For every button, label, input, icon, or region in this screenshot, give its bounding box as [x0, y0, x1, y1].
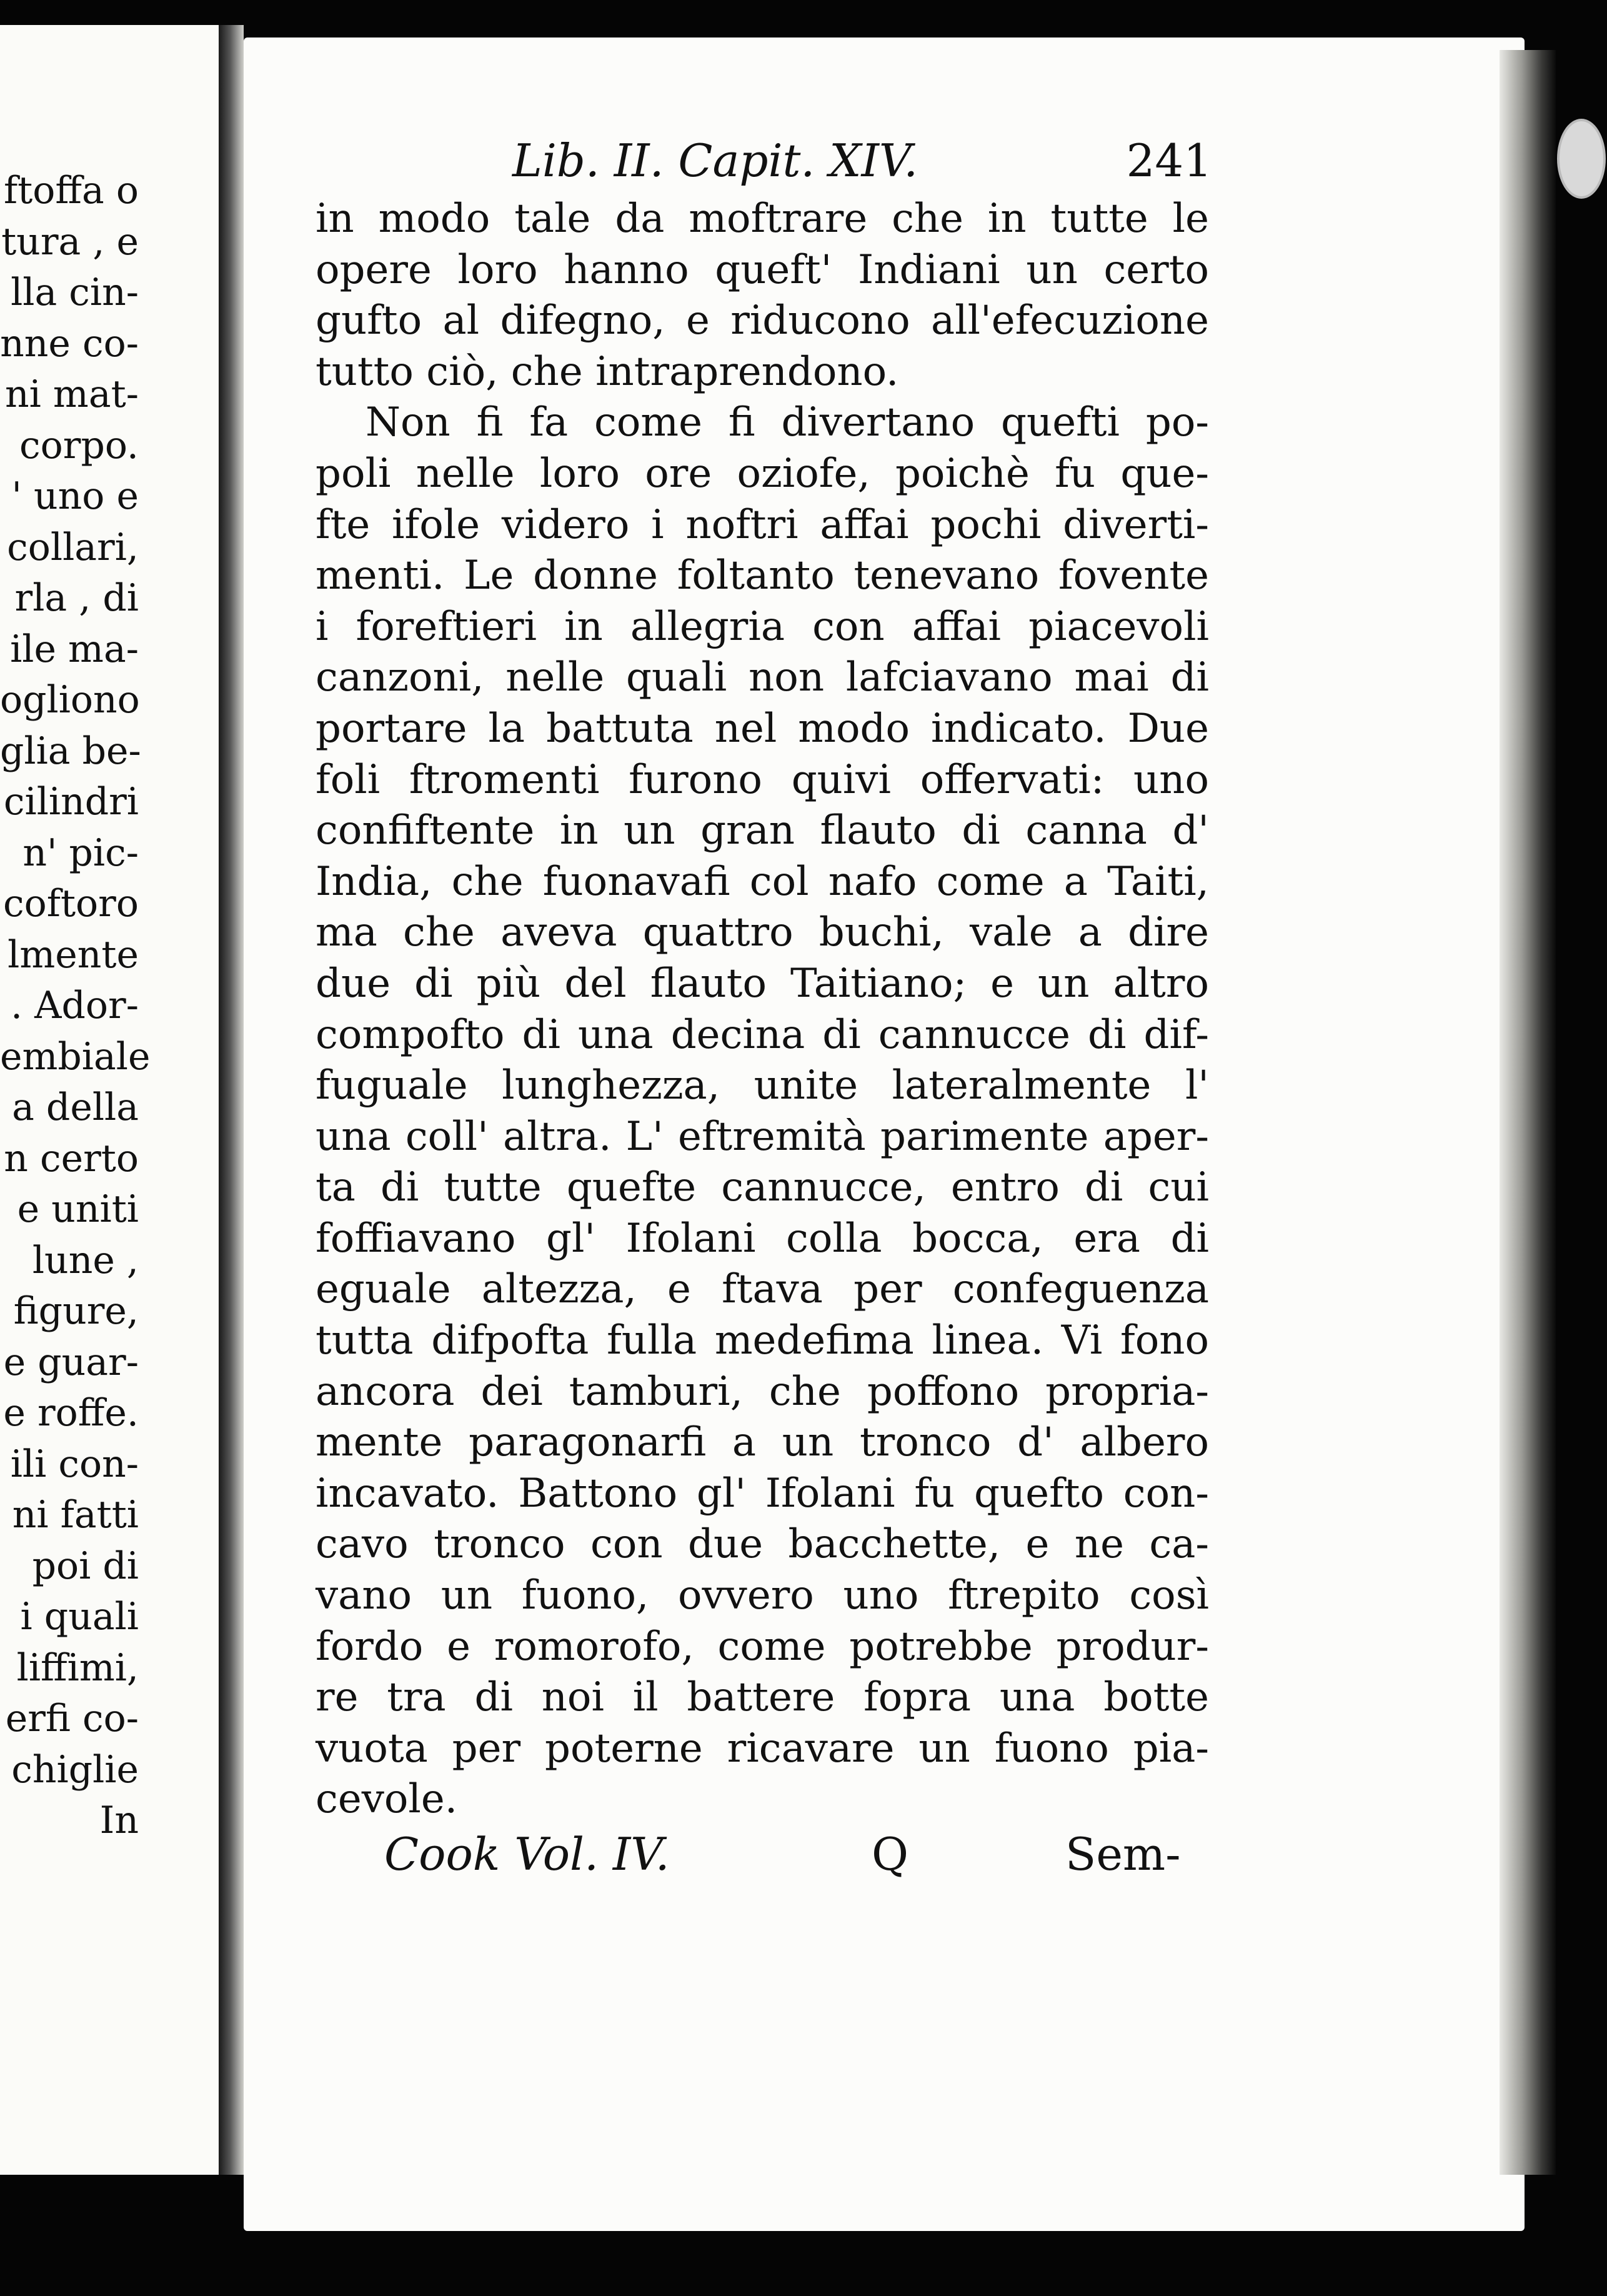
left-line: ftoffa o — [3, 169, 139, 212]
running-header — [512, 134, 1212, 187]
left-line: ile ma- — [10, 627, 139, 671]
left-line: e guar- — [3, 1340, 139, 1384]
text-line: tutta difpofta fulla medefima linea. Vi fono — [316, 1317, 1209, 1364]
text-line: fte ifole videro i noftri affai pochi diverti- — [316, 501, 1209, 548]
body-text — [316, 194, 1209, 1825]
left-line: nne co- — [0, 321, 139, 366]
left-page-text — [0, 166, 219, 1847]
left-line: figure, — [13, 1289, 139, 1333]
book-gutter — [219, 25, 244, 2175]
left-page — [0, 25, 221, 2175]
page-edge — [1500, 50, 1556, 2175]
page-footer — [384, 1828, 1181, 1880]
left-line: corpo. — [19, 423, 139, 467]
signature-mark: Q — [872, 1828, 909, 1880]
text-line: re tra di noi il battere fopra una botte — [316, 1674, 1209, 1721]
left-line: i quali — [20, 1595, 139, 1639]
text-line: confiftente in un gran flauto di canna d' — [316, 807, 1209, 854]
text-line: ancora dei tamburi, che poffono propria- — [316, 1368, 1209, 1415]
text-line: fordo e romorofo, come potrebbe produr- — [316, 1623, 1209, 1670]
left-line: rla , di — [14, 576, 139, 620]
left-line: . Ador- — [11, 984, 139, 1027]
text-line: due di più del flauto Taitiano; e un altro — [316, 960, 1209, 1007]
text-line: Non fi fa come fi divertano quefti po- — [366, 399, 1209, 446]
text-line: poli nelle loro ore oziofe, poichè fu que- — [316, 450, 1209, 497]
text-line: una coll' altra. L' eftremità parimente aper- — [316, 1113, 1209, 1160]
paper-stain — [1557, 119, 1606, 199]
left-line: ogliono — [0, 678, 140, 722]
running-title: Lib. II. Capit. XIV. — [512, 134, 918, 187]
left-line: e uniti — [17, 1187, 139, 1231]
left-line: ni fatti — [12, 1493, 139, 1537]
text-line: foffiavano gl' Ifolani colla bocca, era di — [316, 1215, 1209, 1262]
left-line: ili con- — [10, 1442, 139, 1486]
left-line: e roffe. — [3, 1391, 139, 1435]
catchword: Sem- — [1065, 1828, 1181, 1880]
left-line: a della — [12, 1086, 139, 1129]
text-line: tutto ciò, che intraprendono. — [316, 348, 899, 395]
text-line: i foreftieri in allegria con affai piacevoli — [316, 603, 1209, 650]
text-line: vano un fuono, ovvero uno ftrepito così — [316, 1572, 1209, 1619]
left-line: n' pic- — [22, 831, 139, 875]
text-line: incavato. Battono gl' Ifolani fu quefto con- — [316, 1470, 1209, 1517]
left-line: embiale — [0, 1034, 151, 1079]
left-line: liffimi, — [16, 1645, 139, 1690]
left-line: glia be- — [0, 729, 141, 773]
text-line: mente paragonarfi a un tronco d' albero — [316, 1419, 1209, 1466]
text-line: cavo tronco con due bacchette, e ne ca- — [316, 1521, 1209, 1568]
text-line: India, che fuonavafi col nafo come a Taiti, — [316, 858, 1209, 905]
text-line: cevole. — [316, 1776, 458, 1823]
left-line: lune , — [32, 1238, 139, 1282]
page-number: 241 — [1126, 134, 1212, 187]
left-line: chiglie — [11, 1747, 139, 1792]
text-line: portare la battuta nel modo indicato. Due — [316, 705, 1209, 752]
text-line: fuguale lunghezza, unite lateralmente l' — [316, 1062, 1209, 1109]
text-line: canzoni, nelle quali non lafciavano mai di — [316, 654, 1209, 701]
text-line: in modo tale da moftrare che in tutte le — [316, 196, 1209, 242]
left-line: cilindri — [3, 780, 139, 824]
left-line: In — [99, 1799, 139, 1842]
left-line: coftoro — [3, 882, 139, 926]
left-line: tura , e — [1, 219, 139, 264]
left-line: n certo — [4, 1136, 139, 1180]
left-line: ' uno e — [11, 474, 139, 518]
left-line: erfi co- — [5, 1697, 139, 1740]
text-line: vuota per poterne ricavare un fuono pia- — [316, 1725, 1209, 1772]
left-line: lmente — [7, 932, 139, 977]
text-line: ta di tutte quefte cannucce, entro di cui — [316, 1164, 1209, 1211]
text-line: eguale altezza, e ftava per confeguenza — [316, 1266, 1209, 1313]
left-line: lla cin- — [11, 271, 139, 314]
left-line: ni mat- — [5, 372, 139, 416]
text-line: compofto di una decina di cannucce di dif- — [316, 1011, 1209, 1058]
text-line: foli ftromenti furono quivi offervati: uno — [316, 756, 1209, 803]
text-line: menti. Le donne foltanto tenevano fovente — [316, 552, 1209, 599]
text-line: ma che aveva quattro buchi, vale a dire — [316, 909, 1209, 956]
text-line: gufto al difegno, e riducono all'efecuzione — [316, 297, 1209, 344]
left-line: collari, — [7, 525, 139, 569]
left-line: poi di — [32, 1544, 139, 1588]
volume-label: Cook Vol. IV. — [384, 1828, 670, 1880]
text-line: opere loro hanno queft' Indiani un certo — [316, 246, 1209, 293]
